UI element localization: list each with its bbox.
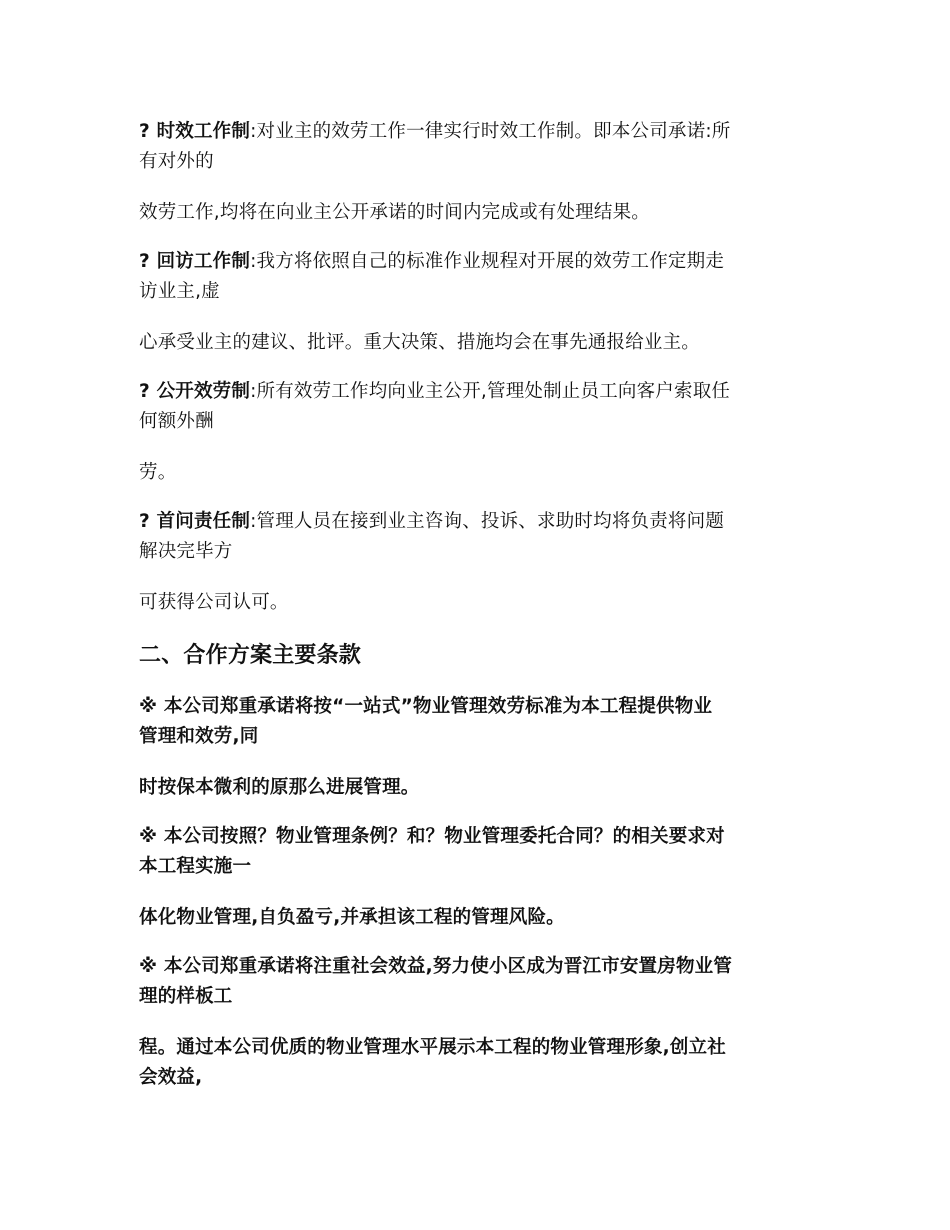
paragraph-text: 可获得公司认可。: [139, 592, 289, 613]
paragraph-text: 劳。: [139, 462, 177, 483]
clause-line: 理的样板工: [139, 986, 233, 1007]
paragraph-lead-label: ? 首问责任制: [139, 511, 251, 532]
paragraph-lead-label: ? 回访工作制: [139, 251, 251, 272]
clause-line: ※ 本公司按照？物业管理条例？和？物业管理委托合同？的相关要求对: [139, 826, 725, 847]
clause-line: ※ 本公司郑重承诺将按“一站式”物业管理效劳标准为本工程提供物业: [139, 696, 713, 717]
paragraph-return-visit-line1: [139, 251, 819, 273]
paragraph-first-inquiry-line1: [139, 511, 819, 533]
clause-line: 程。通过本公司优质的物业管理水平展示本工程的物业管理形象,创立社: [139, 1037, 726, 1058]
paragraph-return-visit-line2: 访业主,虚: [139, 281, 220, 302]
section-heading: 二、合作方案主要条款: [139, 643, 362, 668]
clause-line: ※ 本公司郑重承诺将注重社会效益,努力使小区成为晋江市安置房物业管: [139, 956, 733, 977]
clause-line: 时按保本微利的原那么进展管理。: [139, 777, 420, 798]
paragraph-text: :对业主的效劳工作一律实行时效工作制。即本公司承诺:所: [250, 121, 731, 142]
paragraph-text: 心承受业主的建议、批评。重大决策、措施均会在事先通报给业主。: [139, 332, 701, 353]
paragraph-first-inquiry-line2: 解决完毕方: [139, 541, 233, 562]
paragraph-lead-label: ? 公开效劳制: [139, 381, 251, 402]
clause-line: 会效益,: [139, 1067, 203, 1088]
paragraph-lead-label: ? 时效工作制: [139, 121, 251, 142]
paragraph-public-service-line1: [139, 381, 819, 403]
clause-line: 管理和效劳,同: [139, 726, 259, 747]
paragraph-text: :所有效劳工作均向业主公开,管理处制止员工向客户索取任: [250, 381, 731, 402]
paragraph-text: :管理人员在接到业主咨询、投诉、求助时均将负责将问题: [250, 511, 725, 532]
paragraph-timeliness-line1: [139, 121, 819, 143]
paragraph-text: :我方将依照自己的标准作业规程对开展的效劳工作定期走: [250, 251, 725, 272]
clause-line: 本工程实施一: [139, 856, 252, 877]
paragraph-text: 效劳工作,均将在向业主公开承诺的时间内完成或有处理结果。: [139, 202, 650, 223]
paragraph-public-service-line2: 何额外酬: [139, 411, 214, 432]
paragraph-timeliness-line2: 有对外的: [139, 151, 214, 172]
clause-line: 体化物业管理,自负盈亏,并承担该工程的管理风险。: [139, 907, 565, 928]
